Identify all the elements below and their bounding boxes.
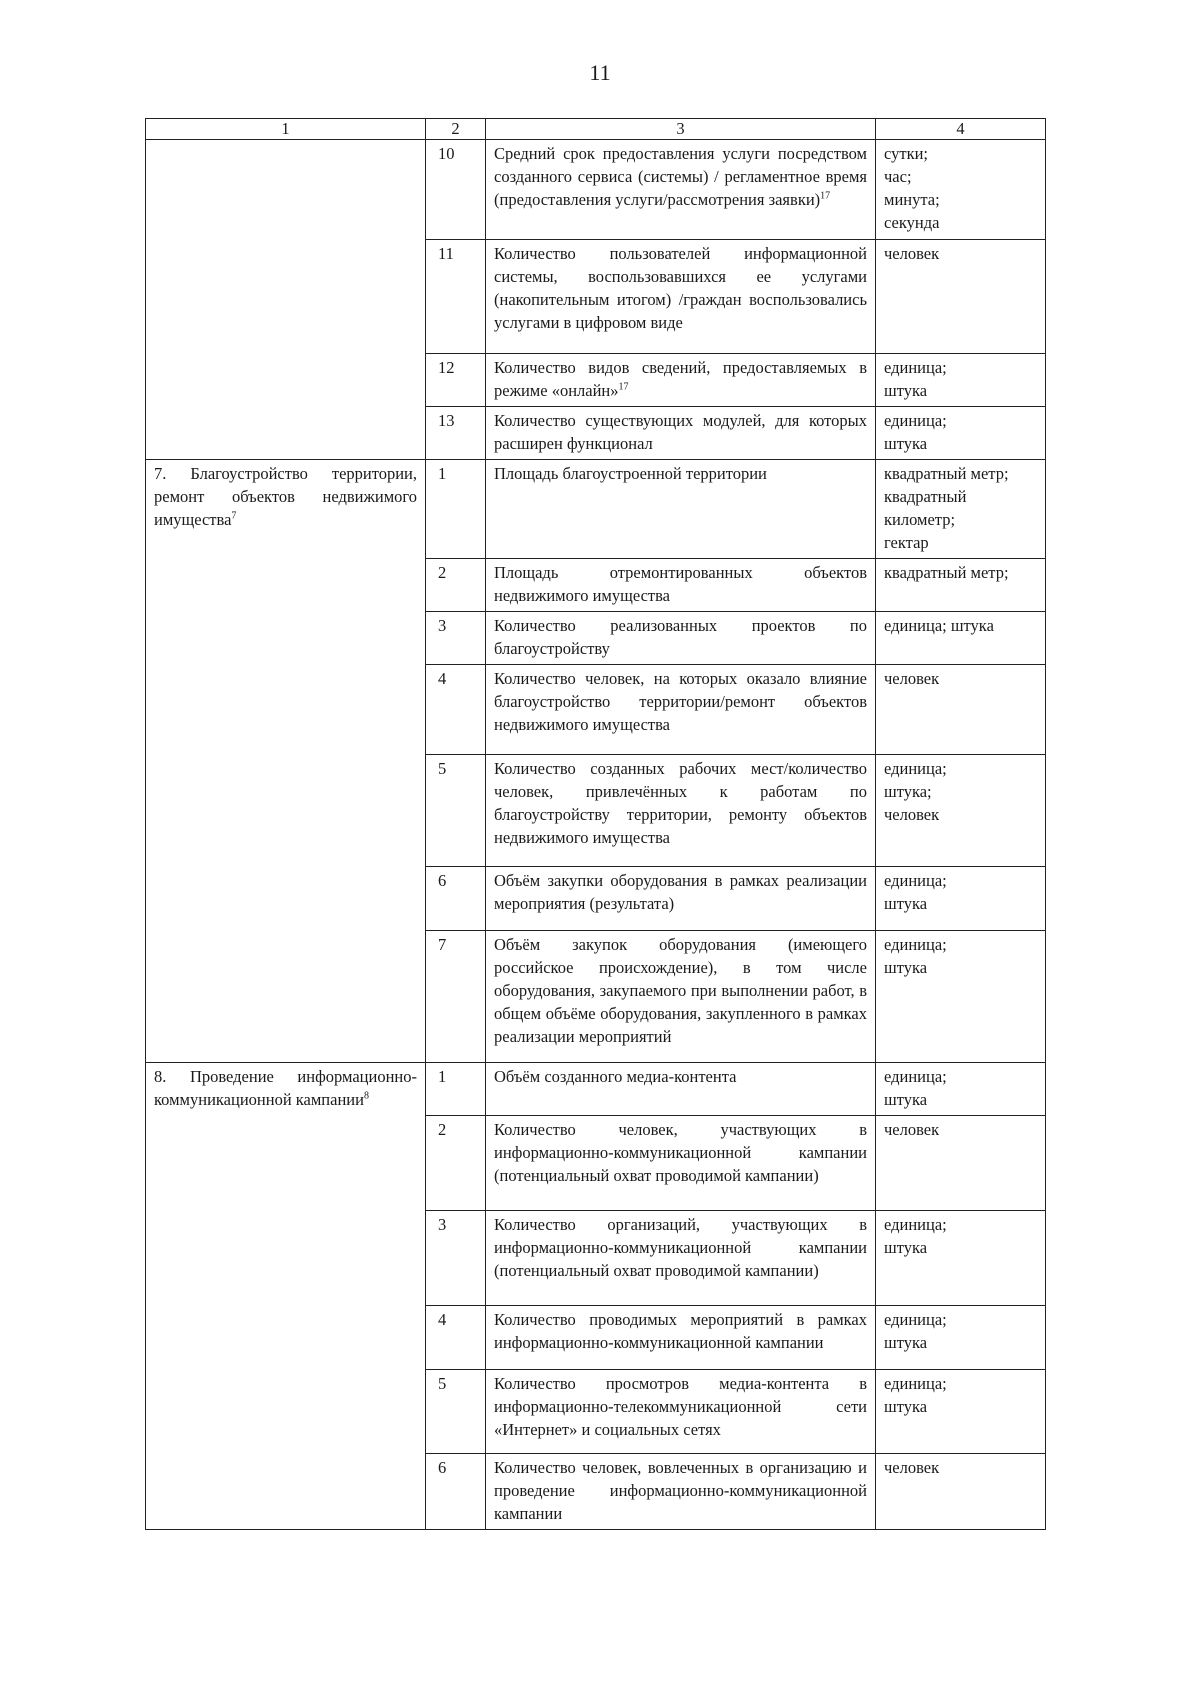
indicator-description-cell: [486, 1306, 876, 1370]
unit-of-measure: единица; штука: [876, 931, 1046, 1063]
row-number: 6: [426, 1454, 486, 1530]
indicator-description: Объём закупки оборудования в рамках реализации мероприятия (результата): [494, 871, 867, 913]
unit-of-measure: квадратный метр; квадратный километр; гектар: [876, 460, 1046, 559]
indicator-description: Средний срок предоставления услуги посредством созданного сервиса (системы) / регламентное время (предоставления услуги/рассмотрения заявки): [494, 144, 867, 209]
row-number: 5: [426, 755, 486, 867]
unit-of-measure: единица; штука: [876, 407, 1046, 460]
indicator-description-cell: [486, 1454, 876, 1530]
indicator-description-cell: [486, 867, 876, 931]
column-header-4: 4: [876, 119, 1046, 140]
column-header-1: 1: [146, 119, 426, 140]
table-header-row: [146, 119, 1046, 140]
unit-of-measure: квадратный метр;: [876, 559, 1046, 612]
row-number: 5: [426, 1370, 486, 1454]
indicator-description: Объём созданного медиа-контента: [494, 1067, 737, 1086]
indicator-description-cell: [486, 354, 876, 407]
row-number: 4: [426, 1306, 486, 1370]
row-number: 1: [426, 1063, 486, 1116]
indicator-description: Количество созданных рабочих мест/количество человек, привлечённых к работам по благоустройству территории, ремонту объектов недвижимого имущества: [494, 759, 867, 847]
indicator-description: Площадь отремонтированных объектов недвижимого имущества: [494, 563, 867, 605]
unit-of-measure: единица; штука: [876, 1211, 1046, 1306]
indicator-description-cell: [486, 559, 876, 612]
page-number: 11: [589, 60, 611, 85]
unit-of-measure: единица; штука: [876, 612, 1046, 665]
row-number: 4: [426, 665, 486, 755]
indicator-description: Количество реализованных проектов по благоустройству: [494, 616, 867, 658]
indicator-description: Количество пользователей информационной системы, воспользовавшихся ее услугами (накопительным итогом) /граждан воспользовались услугами в цифровом виде: [494, 244, 867, 332]
indicator-description-cell: [486, 755, 876, 867]
indicator-description-cell: [486, 1211, 876, 1306]
unit-of-measure: человек: [876, 1454, 1046, 1530]
section-title-cell: [146, 1063, 426, 1530]
table-row: [146, 460, 1046, 559]
row-number: 13: [426, 407, 486, 460]
indicator-description: Количество организаций, участвующих в информационно-коммуникационной кампании (потенциальный охват проводимой кампании): [494, 1215, 867, 1280]
footnote-marker: 17: [820, 190, 831, 202]
indicator-description: Количество видов сведений, предоставляемых в режиме «онлайн»: [494, 358, 867, 400]
table-row: [146, 1063, 1046, 1116]
row-number: 3: [426, 612, 486, 665]
indicator-description-cell: [486, 665, 876, 755]
unit-of-measure: единица; штука; человек: [876, 755, 1046, 867]
indicator-description: Объём закупок оборудования (имеющего российское происхождение), в том числе оборудования, закупаемого при выполнении работ, в общем объёме оборудования, закупленного в рамках реализации мероприятий: [494, 935, 867, 1046]
indicator-description: Количество человек, участвующих в информационно-коммуникационной кампании (потенциальный охват проводимой кампании): [494, 1120, 867, 1185]
indicator-description-cell: [486, 1370, 876, 1454]
unit-of-measure: человек: [876, 1116, 1046, 1211]
indicator-description-cell: [486, 931, 876, 1063]
section-title-cell: [146, 140, 426, 460]
indicator-description: Количество человек, вовлеченных в организацию и проведение информационно-коммуникационной кампании: [494, 1458, 867, 1523]
indicator-description-cell: [486, 1116, 876, 1211]
footnote-marker: 17: [618, 381, 629, 393]
row-number: 11: [426, 240, 486, 354]
indicator-description-cell: [486, 612, 876, 665]
section-footnote-marker: 7: [231, 510, 237, 522]
section-footnote-marker: 8: [363, 1090, 369, 1102]
section-title: 7. Благоустройство территории, ремонт объектов недвижимого имущества: [154, 464, 417, 529]
column-header-2: 2: [426, 119, 486, 140]
indicator-description-cell: [486, 1063, 876, 1116]
unit-of-measure: человек: [876, 240, 1046, 354]
indicators-table: [145, 118, 1046, 1530]
unit-of-measure: человек: [876, 665, 1046, 755]
row-number: 10: [426, 140, 486, 240]
indicator-description: Количество человек, на которых оказало влияние благоустройство территории/ремонт объектов недвижимого имущества: [494, 669, 867, 734]
column-header-3: 3: [486, 119, 876, 140]
indicator-description: Количество просмотров медиа-контента в информационно-телекоммуникационной сети «Интернет» и социальных сетях: [494, 1374, 867, 1439]
section-title-cell: [146, 460, 426, 1063]
unit-of-measure: единица; штука: [876, 1063, 1046, 1116]
indicator-description-cell: [486, 407, 876, 460]
indicator-description-cell: [486, 240, 876, 354]
section-title: 8. Проведение информационно-коммуникационной кампании: [154, 1067, 417, 1109]
row-number: 1: [426, 460, 486, 559]
row-number: 3: [426, 1211, 486, 1306]
table-row: [146, 140, 1046, 240]
row-number: 6: [426, 867, 486, 931]
unit-of-measure: сутки; час; минута; секунда: [876, 140, 1046, 240]
unit-of-measure: единица; штука: [876, 354, 1046, 407]
row-number: 2: [426, 559, 486, 612]
indicator-description-cell: [486, 460, 876, 559]
row-number: 7: [426, 931, 486, 1063]
unit-of-measure: единица; штука: [876, 867, 1046, 931]
unit-of-measure: единица; штука: [876, 1306, 1046, 1370]
row-number: 2: [426, 1116, 486, 1211]
indicator-description: Количество существующих модулей, для которых расширен функционал: [494, 411, 867, 453]
row-number: 12: [426, 354, 486, 407]
indicator-description: Площадь благоустроенной территории: [494, 464, 767, 483]
indicator-description: Количество проводимых мероприятий в рамках информационно-коммуникационной кампании: [494, 1310, 867, 1352]
unit-of-measure: единица; штука: [876, 1370, 1046, 1454]
indicator-description-cell: [486, 140, 876, 240]
